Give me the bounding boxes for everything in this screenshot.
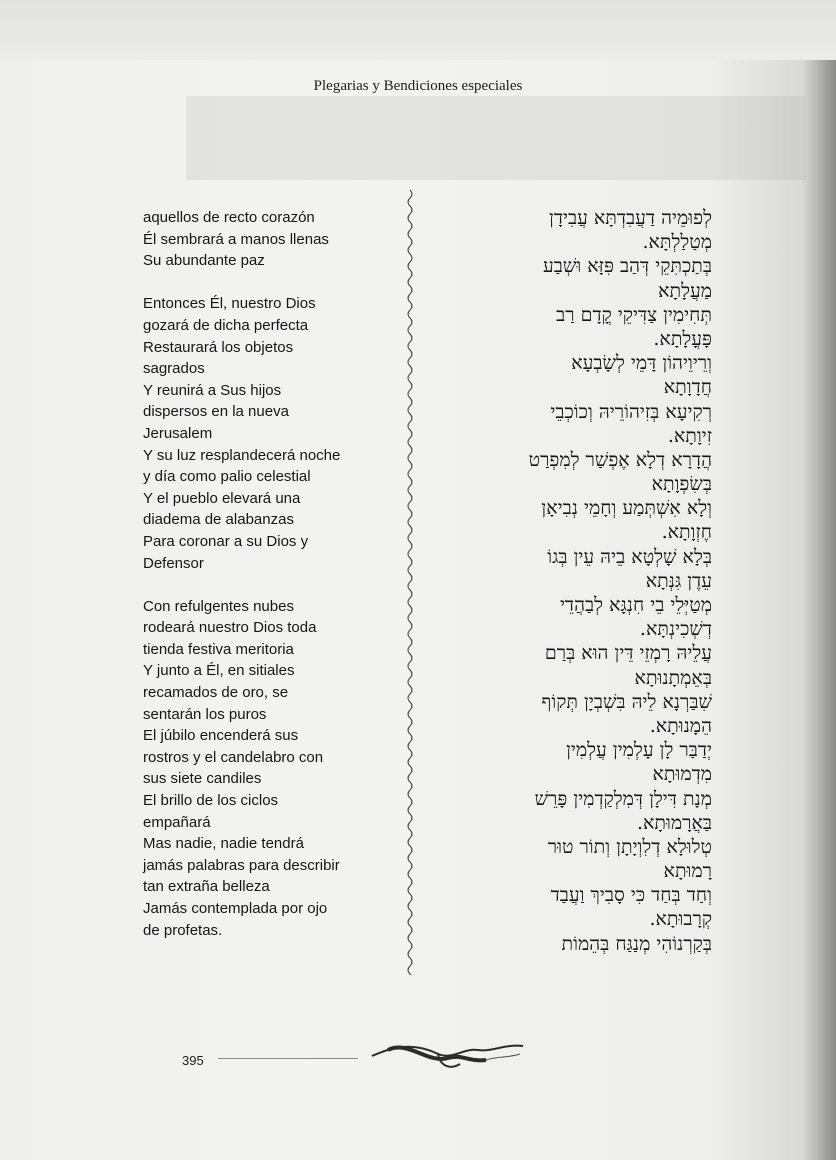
ribbon-ornament-icon: [368, 1036, 528, 1076]
aramaic-line: לְפוּמֵיה דַעֲבִדְתָּא עֲבִידָן: [548, 207, 712, 229]
aramaic-line: עֵדֶן גִּנְּתָא: [645, 569, 712, 592]
aramaic-line: וְחַד בְּחַד כִּי סָבִיךְ וַעֲבַד: [550, 884, 712, 907]
spanish-line: Entonces Él, nuestro Dios: [143, 295, 316, 313]
aramaic-line: רָמוּתָא: [663, 860, 712, 883]
aramaic-line: עֲלֵיהּ רָמְזֵי דֵּין הוּא בְּרַם: [544, 642, 712, 665]
aramaic-line: דְשְׁכִינְתָּא.: [639, 618, 712, 641]
aramaic-line: הֵמָנוּתָא.: [649, 714, 712, 737]
aramaic-line: וְלָא אִשְׁתְּמַע וְחָמֵי נְבִיאָן: [541, 497, 712, 520]
aramaic-line: בְּתַכְתִּקֵי דְּהַב פִּזָּא וּשְׁבַע: [543, 255, 712, 278]
aramaic-line: וְרֵיוֵיהוֹן דָּמֵי לְשָׂבְעָא: [571, 352, 712, 375]
aramaic-line: קְרָבוּתָא.: [649, 908, 712, 931]
spanish-line: El júbilo encenderá sus: [143, 727, 299, 745]
aramaic-line: חֲדָוָתָא: [663, 376, 712, 399]
aramaic-line: שִׁבַּרְנָא לֵיהּ בִּשְׁבְיָן תְּקוֹף: [541, 690, 712, 713]
spanish-line: Y el pueblo elevará una: [143, 489, 301, 507]
spanish-line: empañará: [143, 813, 211, 831]
aramaic-line: מַעֲלָתָא: [658, 279, 712, 302]
spanish-line: gozará de dicha perfecta: [143, 316, 309, 334]
aramaic-line: פָּעֳלָתָא.: [653, 327, 712, 350]
aramaic-line: תְּחִימִין צַדִּיקֵי קֳדָם רַב: [556, 303, 712, 326]
wavy-divider: [400, 190, 420, 975]
spanish-line: Y junto a Él, en sitiales: [143, 662, 295, 680]
aramaic-line: הֲדָרָא דְלָא אֶפְשַׁר לְמִפְרַט: [528, 448, 712, 471]
aramaic-line: בְּאֵמְתָנוּתָא: [634, 666, 712, 689]
spanish-line: tan extraña belleza: [143, 878, 270, 896]
spanish-line: Para coronar a su Dios y: [143, 532, 309, 550]
top-bleed-through: [0, 0, 836, 60]
bleed-through-shade: [186, 96, 806, 180]
aramaic-line: רְקִיעָא בְּזִיהוֹרֵיהּ וְכוֹכְבֵי: [550, 400, 712, 423]
spanish-line: sus siete candiles: [143, 770, 262, 788]
aramaic-line: חֶזְוָתָא.: [661, 521, 712, 544]
spanish-line: dispersos en la nueva: [143, 403, 289, 421]
aramaic-column: [462, 206, 712, 956]
spanish-line: diadema de alabanzas: [143, 511, 294, 529]
spanish-line: Restaurará los objetos: [143, 338, 294, 356]
spanish-stanza: [143, 293, 403, 574]
aramaic-line: בְּשִׂפְוָתָא: [651, 473, 712, 496]
spanish-line: y día como palio celestial: [143, 468, 311, 486]
spanish-line: Mas nadie, nadie tendrá: [143, 835, 304, 853]
aramaic-line: זִיוָתָא.: [667, 424, 712, 447]
spanish-line: rodeará nuestro Dios toda: [143, 619, 317, 637]
aramaic-line: מְנָת דִּילָן דְּמִלְקַדְמִין פָּרֵשׁ: [534, 787, 712, 810]
spanish-line: Con refulgentes nubes: [143, 597, 294, 615]
spanish-line: Jerusalem: [143, 424, 213, 442]
aramaic-line: מְטַלַלְתָּא.: [642, 231, 712, 254]
spanish-line: Y su luz resplandecerá noche: [143, 446, 341, 464]
footer-rule: [218, 1058, 358, 1059]
spanish-line: Y reunirá a Sus hijos: [143, 381, 282, 399]
spanish-line: Él sembrará a manos llenas: [143, 230, 329, 248]
spanish-stanza: [143, 596, 403, 942]
aramaic-line: טְלוּלָא דְלִוְיָתָן וְתוֹר טוּר: [547, 835, 712, 858]
spanish-line: Su abundante paz: [143, 252, 265, 270]
aramaic-line: מְטַיְּלֵי בֵי חִנְגָּא לְבַהֲדֵי: [559, 594, 712, 616]
running-title: Plegarias y Bendiciones especiales: [313, 78, 523, 94]
spanish-line: de profetas.: [143, 921, 223, 939]
spanish-column: [143, 207, 403, 963]
spanish-stanza: [143, 207, 403, 272]
spanish-line: sagrados: [143, 360, 205, 378]
spanish-line: El brillo de los ciclos: [143, 792, 279, 810]
spanish-line: aquellos de recto corazón: [143, 209, 315, 226]
aramaic-line: מִדְמוּתָא: [652, 763, 712, 786]
spanish-line: Jamás contemplada por ojo: [143, 900, 328, 917]
spanish-line: sentarán los puros: [143, 705, 267, 723]
page-number: 395: [182, 1053, 204, 1068]
spanish-line: Defensor: [143, 554, 204, 572]
spanish-line: tienda festiva meritoria: [143, 640, 294, 658]
spanish-line: recamados de oro, se: [143, 684, 289, 702]
spanish-line: jamás palabras para describir: [143, 856, 340, 874]
aramaic-line: יְדַבַּר לָן עָלְמִין עֲלְמִין: [566, 739, 712, 762]
aramaic-line: בְּלָא שָׁלְטָא בֵיהּ עֵין בְּגוֹ: [547, 545, 712, 568]
spanish-line: rostros y el candelabro con: [143, 748, 324, 766]
aramaic-line: בְּקַרְנוֹהִי מְנַגַּח בְּהֵמוֹת: [561, 932, 712, 955]
aramaic-line: בַּאֲרָמוּתָא.: [636, 811, 712, 834]
